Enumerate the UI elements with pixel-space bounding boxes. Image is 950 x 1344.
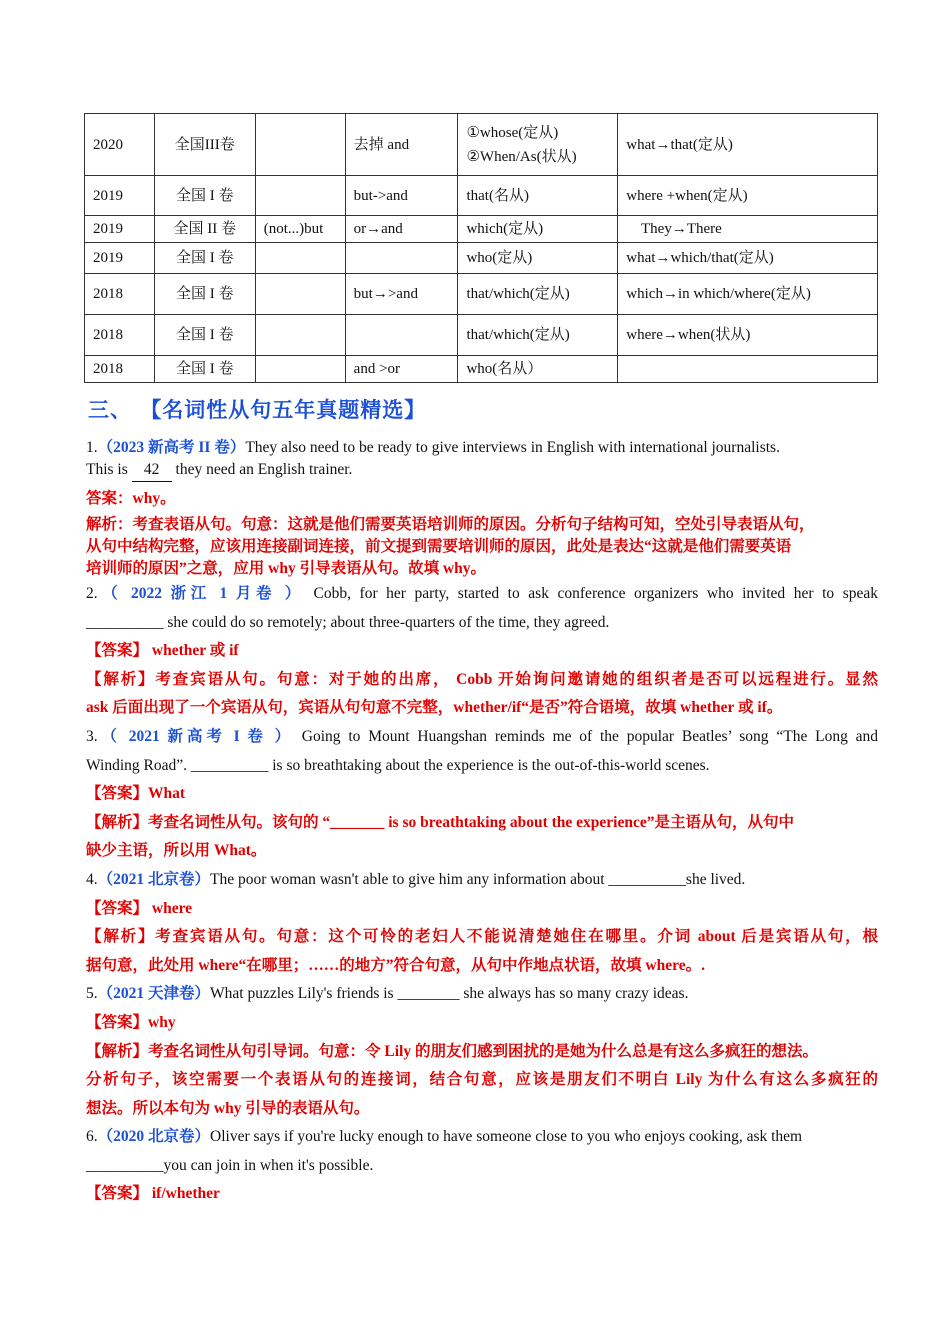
question-source: （2020 北京卷） bbox=[97, 1128, 211, 1146]
cell-year: 2019 bbox=[85, 176, 155, 216]
answer-blank: ________ bbox=[397, 985, 460, 1003]
cell-year: 2018 bbox=[85, 356, 155, 383]
question-text: you can join in when it's possible. bbox=[163, 1156, 374, 1174]
answer-line: 【答案】 where bbox=[86, 899, 193, 917]
cell-col6: what→which/that(定从) bbox=[618, 243, 878, 274]
table-row bbox=[85, 216, 878, 243]
cell-col6: They→There bbox=[618, 216, 878, 243]
cell-paper: 全国 I 卷 bbox=[154, 356, 255, 383]
explanation-line: 解析：考查表语从句。句意：这就是他们需要英语培训师的原因。分析句子结构可知，空处引导表语从句， bbox=[86, 516, 815, 533]
answer-line: 【答案】why bbox=[86, 1013, 176, 1031]
cell-col4: but→>and bbox=[345, 274, 458, 315]
question-text: Oliver says if you're lucky enough to have someone close to you who enjoys cooking, ask them bbox=[210, 1128, 803, 1146]
cell-col5: that(名从) bbox=[458, 176, 618, 216]
question-number: 6. bbox=[86, 1128, 98, 1146]
cell-year: 2019 bbox=[85, 243, 155, 274]
answer-blank: __________ bbox=[608, 870, 686, 888]
question-text: Winding Road”. bbox=[86, 756, 191, 774]
cell-col6: what→that(定从) bbox=[618, 114, 878, 176]
question-text: Going to Mount Huangshan reminds me of the popular Beatles’ song “The Long and bbox=[294, 727, 878, 745]
cell-col3 bbox=[255, 243, 345, 274]
error-summary-table bbox=[84, 113, 878, 383]
cell-col4: 去掉 and bbox=[345, 114, 458, 176]
cell-paper: 全国 II 卷 bbox=[154, 216, 255, 243]
cell-year: 2018 bbox=[85, 315, 155, 356]
question-text: Cobb, for her party, started to ask conference organizers who invited her to speak bbox=[304, 585, 878, 602]
question-4-line-1 bbox=[86, 866, 878, 895]
cell-col3 bbox=[255, 114, 345, 176]
cell-paper: 全国 I 卷 bbox=[154, 315, 255, 356]
question-text: she always has so many crazy ideas. bbox=[459, 985, 689, 1003]
explanation-line: 【解析】考查名词性从句。该句的 “_______ is so breathtaking about the experience”是主语从句，从句中 bbox=[86, 813, 794, 831]
question-text: What puzzles Lily's friends is bbox=[210, 985, 398, 1003]
answer-line: 【答案】What bbox=[86, 785, 186, 803]
table-row bbox=[85, 243, 878, 274]
cell-col3 bbox=[255, 356, 345, 383]
question-number: 5. bbox=[86, 985, 98, 1003]
cell-paper: 全国 I 卷 bbox=[154, 243, 255, 274]
question-1-line-1 bbox=[86, 437, 878, 459]
question-text: she could do so remotely; about three-quarters of the time, they agreed. bbox=[163, 613, 610, 631]
question-source: （ 2021 新高考 I 卷 ） bbox=[97, 727, 295, 745]
question-number: 4. bbox=[86, 870, 98, 888]
cell-col6: where +when(定从) bbox=[618, 176, 878, 216]
cell-col6: which→in which/where(定从) bbox=[618, 274, 878, 315]
cell-year: 2019 bbox=[85, 216, 155, 243]
question-number: 3. bbox=[86, 727, 98, 745]
question-number: 1. bbox=[86, 439, 98, 456]
cell-col5: that/which(定从) bbox=[458, 274, 618, 315]
cell-col5-line2: ②When/As(状从) bbox=[466, 148, 577, 165]
answer-blank: __________ bbox=[190, 756, 269, 774]
explanation-line: 【解析】考查宾语从句。句意：对于她的出席， Cobb 开始询问邀请她的组织者是否可以远程进行。显然 bbox=[86, 670, 878, 688]
cell-col5: who(名从） bbox=[458, 356, 618, 383]
cell-paper: 全国III卷 bbox=[154, 114, 255, 176]
section-title: 三、 【名词性从句五年真题精选】 bbox=[88, 398, 427, 422]
question-6-line-2 bbox=[86, 1152, 878, 1181]
cell-col5: that/which(定从) bbox=[458, 315, 618, 356]
question-5-line-1 bbox=[86, 980, 878, 1009]
cell-col6: where→when(状从) bbox=[618, 315, 878, 356]
question-1-line-2 bbox=[86, 459, 878, 482]
cell-paper: 全国 I 卷 bbox=[154, 176, 255, 216]
explanation-line: 分析句子，该空需要一个表语从句的连接词，结合句意，应该是朋友们不明白 Lily 为什么有这么多疯狂的 bbox=[86, 1071, 878, 1089]
cell-year: 2020 bbox=[85, 114, 155, 176]
explanation-line: 【解析】考查宾语从句。句意：这个可怜的老妇人不能说清楚她住在哪里。介词 about 后是宾语从句，根 bbox=[86, 928, 878, 946]
question-text: she lived. bbox=[685, 870, 746, 888]
question-text: they need an English trainer. bbox=[171, 461, 353, 478]
answer-blank: 42 bbox=[132, 459, 172, 482]
cell-col5-line1: ①whose(定从) bbox=[466, 124, 559, 141]
explanation-line: 据句意，此处用 where“在哪里；……的地方”符合句意，从句中作地点状语，故填 where。. bbox=[86, 956, 705, 974]
explanation-line: 从句中结构完整，应该用连接副词连接，前文提到需要培训师的原因，此处是表达“这就是他们需要英语 bbox=[86, 538, 792, 555]
answer-line: 【答案】 if/whether bbox=[86, 1185, 220, 1203]
question-source: （2023 新高考 II 卷） bbox=[97, 439, 246, 456]
answer-line: 【答案】 whether 或 if bbox=[86, 642, 239, 660]
cell-col4: and >or bbox=[345, 356, 458, 383]
cell-col4: or→and bbox=[345, 216, 458, 243]
cell-col3 bbox=[255, 274, 345, 315]
cell-col3 bbox=[255, 176, 345, 216]
cell-col6 bbox=[618, 356, 878, 383]
explanation-line: ask 后面出现了一个宾语从句，宾语从句句意不完整，whether/if“是否”符合语境，故填 whether 或 if。 bbox=[86, 699, 783, 717]
explanation-line: 【解析】考查名词性从句引导词。句意：令 Lily 的朋友们感到困扰的是她为什么总是有这么多疯狂的想法。 bbox=[86, 1042, 818, 1060]
question-number: 2. bbox=[86, 585, 98, 602]
table-row bbox=[85, 315, 878, 356]
table-row bbox=[85, 274, 878, 315]
cell-col5: who(定从) bbox=[458, 243, 618, 274]
explanation-line: 缺少主语，所以用 What。 bbox=[86, 842, 267, 860]
question-3-line-1 bbox=[86, 723, 878, 752]
answer-blank: __________ bbox=[86, 1156, 164, 1174]
cell-col5: which(定从) bbox=[458, 216, 618, 243]
table-body bbox=[85, 114, 878, 383]
cell-col4 bbox=[345, 243, 458, 274]
question-source: （ 2022 浙江 1 月卷 ） bbox=[97, 585, 305, 602]
question-2-line-1 bbox=[86, 580, 878, 609]
explanation-line: 想法。所以本句为 why 引导的表语从句。 bbox=[86, 1099, 370, 1117]
table-row bbox=[85, 176, 878, 216]
question-list bbox=[86, 437, 878, 1209]
table-row bbox=[85, 356, 878, 383]
cell-col5 bbox=[458, 114, 618, 176]
cell-col4 bbox=[345, 315, 458, 356]
cell-paper: 全国 I 卷 bbox=[154, 274, 255, 315]
question-text: They also need to be ready to give interviews in English with international journalists. bbox=[245, 439, 780, 456]
question-text: This is bbox=[86, 461, 132, 478]
answer-blank: __________ bbox=[86, 613, 164, 631]
question-2-line-2 bbox=[86, 609, 878, 638]
explanation-line: 培训师的原因”之意，应用 why 引导表语从句。故填 why。 bbox=[86, 560, 487, 577]
table-row bbox=[85, 114, 878, 176]
answer-line: 答案：why。 bbox=[86, 490, 176, 507]
question-text: The poor woman wasn't able to give him any information about bbox=[210, 870, 609, 888]
question-source: （2021 北京卷） bbox=[97, 870, 211, 888]
cell-col4: but->and bbox=[345, 176, 458, 216]
question-6-line-1 bbox=[86, 1123, 878, 1152]
cell-col3: (not...)but bbox=[255, 216, 345, 243]
cell-year: 2018 bbox=[85, 274, 155, 315]
question-source: （2021 天津卷） bbox=[97, 985, 211, 1003]
question-3-line-2 bbox=[86, 752, 878, 781]
cell-col3 bbox=[255, 315, 345, 356]
question-text: is so breathtaking about the experience is the out-of-this-world scenes. bbox=[268, 756, 710, 774]
